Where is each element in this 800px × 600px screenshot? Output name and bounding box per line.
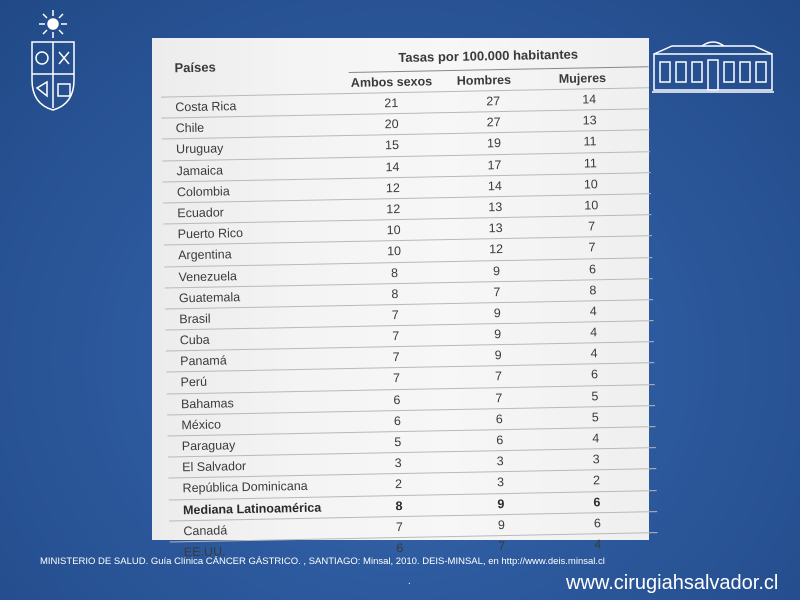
men-cell: 9 [492, 263, 501, 278]
country-cell: Ecuador [177, 205, 225, 221]
men-cell: 7 [495, 390, 503, 405]
country-cell: Paraguay [181, 438, 236, 454]
header-rates: Tasas por 100.000 habitantes [398, 46, 579, 66]
country-cell: Perú [180, 375, 208, 390]
both-sexes-cell: 12 [386, 201, 401, 217]
both-sexes-cell: 6 [393, 413, 401, 428]
both-sexes-cell: 7 [392, 329, 400, 344]
citation-text: MINISTERIO DE SALUD. Guía Clínica CÁNCER GÁSTRICO. , SANTIAGO: Minsal, 2010. DEIS-MINSAL, en http://www.deis.minsal.cl [40, 556, 605, 567]
header-countries: Países [174, 59, 216, 76]
country-cell: El Salvador [182, 459, 247, 475]
men-cell: 27 [486, 94, 501, 109]
men-cell: 27 [486, 115, 501, 130]
women-cell: 6 [593, 494, 601, 509]
scanned-table [152, 38, 649, 560]
men-cell: 7 [493, 284, 501, 299]
country-cell: Chile [175, 120, 205, 136]
women-cell: 4 [589, 304, 597, 319]
women-cell: 5 [591, 410, 599, 425]
country-cell: Canadá [183, 523, 228, 538]
men-cell: 9 [494, 348, 502, 363]
women-cell: 4 [594, 537, 602, 552]
both-sexes-cell: 10 [386, 223, 401, 238]
women-cell: 10 [584, 198, 599, 213]
university-crest-icon [22, 8, 84, 112]
men-cell: 9 [493, 305, 501, 321]
column-header-both-sexes: Ambos sexos [350, 74, 433, 90]
footer-dot: . [408, 576, 411, 587]
column-header-women: Mujeres [558, 71, 607, 86]
country-cell: EE.UU. [183, 544, 226, 560]
men-cell: 3 [496, 475, 505, 490]
hospital-building-icon [652, 40, 774, 96]
country-cell: Guatemala [178, 289, 241, 305]
country-cell: Jamaica [176, 162, 224, 178]
men-cell: 6 [495, 411, 503, 427]
both-sexes-cell: 7 [392, 350, 400, 365]
both-sexes-cell: 7 [391, 307, 399, 323]
women-cell: 6 [590, 367, 599, 382]
both-sexes-cell: 8 [390, 265, 399, 280]
women-cell: 11 [583, 134, 597, 149]
men-cell: 3 [496, 454, 504, 469]
men-cell: 13 [488, 221, 503, 236]
women-cell: 8 [589, 282, 597, 298]
both-sexes-cell: 2 [394, 477, 403, 492]
women-cell: 13 [582, 113, 597, 128]
both-sexes-cell: 21 [384, 96, 399, 111]
men-cell: 17 [487, 157, 502, 172]
country-cell: Uruguay [175, 141, 224, 157]
women-cell: 6 [588, 261, 597, 276]
both-sexes-cell: 15 [384, 138, 400, 153]
country-cell: Bahamas [180, 395, 234, 411]
both-sexes-cell: 10 [387, 244, 402, 259]
both-sexes-cell: 20 [384, 117, 399, 132]
women-cell: 10 [583, 176, 598, 192]
women-cell: 4 [592, 431, 600, 446]
men-cell: 9 [494, 327, 502, 342]
both-sexes-cell: 3 [394, 456, 402, 471]
both-sexes-cell: 8 [395, 498, 403, 513]
women-cell: 3 [592, 452, 600, 467]
table-body [161, 87, 658, 562]
women-cell: 11 [583, 155, 598, 171]
country-cell: Mediana Latinoamérica [182, 500, 322, 517]
women-cell: 4 [590, 325, 598, 340]
country-cell: México [181, 417, 222, 433]
both-sexes-cell: 12 [385, 180, 400, 196]
both-sexes-cell: 7 [392, 371, 401, 386]
country-cell: Costa Rica [175, 99, 237, 115]
country-cell: Cuba [179, 332, 210, 348]
women-cell: 6 [593, 515, 601, 531]
country-cell: Venezuela [178, 268, 238, 284]
both-sexes-cell: 8 [391, 286, 399, 301]
both-sexes-cell: 5 [394, 435, 402, 450]
table-content [156, 33, 651, 562]
women-cell: 2 [592, 473, 601, 488]
country-cell: Argentina [178, 247, 232, 263]
country-cell: Puerto Rico [177, 226, 244, 242]
country-cell: Colombia [176, 184, 230, 200]
women-cell: 7 [588, 219, 596, 234]
men-cell: 9 [497, 496, 505, 511]
both-sexes-cell: 14 [385, 159, 400, 174]
country-cell: Brasil [179, 311, 211, 327]
both-sexes-cell: 6 [396, 540, 404, 556]
men-cell: 14 [487, 178, 502, 194]
men-cell: 13 [488, 199, 503, 215]
men-cell: 12 [488, 242, 504, 257]
men-cell: 7 [498, 538, 506, 554]
column-header-men: Hombres [456, 72, 512, 88]
women-cell: 14 [582, 92, 597, 107]
website-url: www.cirugiahsalvador.cl [566, 572, 779, 594]
both-sexes-cell: 7 [395, 519, 403, 534]
both-sexes-cell: 6 [393, 392, 401, 407]
women-cell: 7 [588, 240, 596, 255]
men-cell: 7 [494, 369, 503, 384]
men-cell: 9 [497, 517, 505, 532]
men-cell: 19 [486, 136, 502, 151]
women-cell: 5 [591, 388, 599, 403]
country-cell: Panamá [180, 353, 227, 369]
men-cell: 6 [496, 433, 504, 448]
country-cell: República Dominicana [182, 479, 308, 496]
women-cell: 4 [590, 346, 598, 361]
